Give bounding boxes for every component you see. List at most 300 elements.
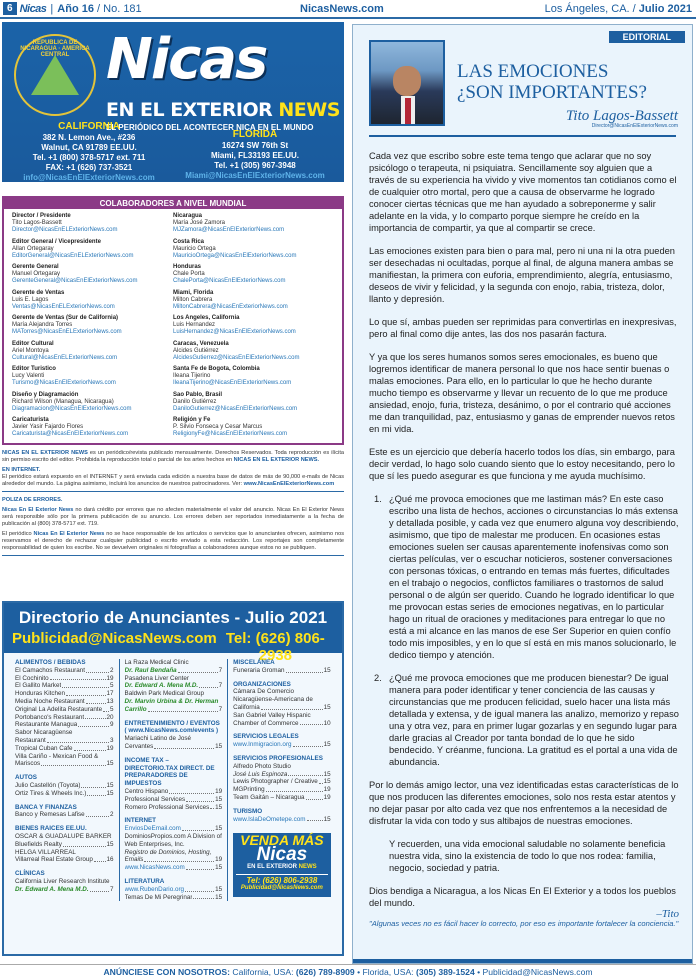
directory-entry[interactable] (15, 667, 114, 675)
collaborator-email[interactable]: Caricaturista@NicasEnElExteriorNews.com (12, 431, 129, 437)
directory-category: LITERATURA (124, 877, 165, 885)
dot-leader (41, 760, 105, 766)
collaborator-entry (12, 264, 173, 285)
collaborator-entry (173, 264, 334, 285)
advertiser-name: Honduras Kitchen (15, 690, 66, 698)
directory-entry[interactable] (15, 714, 114, 722)
list-number: 2. (374, 673, 382, 683)
directory-entry[interactable] (233, 704, 331, 712)
page-ref: 10 (323, 719, 331, 727)
collaborator-email[interactable]: MJZamora@NicasEnElExteriorNews.com (173, 227, 285, 233)
collaborator-role: Costa Rica (173, 238, 205, 245)
address-line: Walnut, CA 91789 EE.UU. (41, 143, 137, 152)
collaborator-email[interactable]: IleanaTijerino@NicasEnElExteriorNews.com (173, 380, 292, 386)
directory-line: Villa Cariño - Mexican Food & (15, 752, 99, 760)
directory-entry[interactable] (15, 886, 114, 894)
page-ref: 19 (323, 793, 331, 801)
editorial-article (352, 24, 693, 964)
directory-entry[interactable] (125, 825, 223, 833)
author-email[interactable]: Director@NicasEnElExteriorNews.com (591, 123, 678, 129)
dot-leader (186, 796, 214, 802)
directory-phone: Tel: (626) 806-2938 (225, 630, 325, 664)
advertiser-name: www.NicasNews.com (124, 864, 185, 872)
title-line-2: ¿SON IMPORTANTES? (457, 82, 647, 103)
legal-notice (2, 450, 344, 561)
title-line-1: LAS EMOCIONES (457, 61, 609, 82)
collaborator-entry (173, 366, 334, 387)
directory-category: INTERNET (124, 817, 157, 825)
divider (353, 959, 692, 963)
paragraph: Las emociones existen para bien o para mal, pero ni una ni la otra pueden ser desechadas ni ocultadas, porque al final, de alguna manera ambas se manifiestan, la primera con euforia, emprendimiento, alegría, entusiasmo, deseos de vivir y felicidad, y la segunda con enojo, rabia, tristeza, dolor, llanto y depresión. (369, 246, 675, 304)
collaborator-name: Alcides Gutiérrez (173, 347, 219, 354)
site-url[interactable]: NicasNews.com (300, 2, 384, 15)
page-ref: 19 (106, 674, 114, 682)
collaborator-entry (12, 213, 173, 234)
collaborator-email[interactable]: Director@NicasEnELExteriorNews.com (12, 227, 118, 233)
advertiser-name: www.IslaDeOmetepe.com (233, 815, 306, 823)
directory-entry[interactable] (15, 811, 114, 819)
directory-line: California Liver Research Institute (15, 877, 110, 885)
advertiser-name: Villarreal Real Estate Group (15, 856, 93, 864)
list-item (374, 672, 679, 768)
page-ref: 5 (110, 682, 114, 690)
advertiser-name: Julio Castellón (Toyota) (15, 781, 81, 789)
collaborator-name: Manuel Ortegaray (12, 271, 61, 277)
collaborator-email[interactable]: MiltonCabrera@NicasEnExteriorNews.com (173, 303, 288, 310)
advertiser-name: El Camachos Restaurant (15, 666, 85, 674)
directory-entry[interactable] (15, 790, 114, 798)
collaborator-entry (12, 341, 173, 362)
page-ref: 7 (110, 885, 114, 893)
directory-entry[interactable] (125, 706, 223, 714)
dot-leader (90, 886, 109, 892)
advertiser-name: El Gallito Market (15, 682, 62, 690)
page-ref: 15 (215, 742, 223, 750)
advertiser-name: Professional Services (124, 795, 186, 803)
directory-column-1 (10, 659, 119, 901)
page-ref: 9 (110, 721, 114, 729)
author-signature: Tito Lagos-Bassett (565, 108, 678, 124)
dot-leader (210, 804, 214, 810)
dot-leader (86, 811, 109, 817)
dot-leader (307, 816, 323, 822)
collaborator-email[interactable]: AlcidesGutierrez@NicasEnElExteriorNews.com (173, 354, 300, 361)
divider (369, 135, 676, 137)
collaborator-role: Miami, Florida (173, 289, 214, 296)
directory-entry[interactable] (233, 667, 331, 675)
advertiser-name: Media Noche Restaurant (15, 697, 85, 705)
advertiser-name: Dr. Edward A. Mena M.D. (124, 682, 199, 690)
directory-category: ORGANIZACIONES (233, 680, 291, 688)
page-ref: 15 (106, 760, 114, 768)
fax: FAX: +1 (626) 737-3521 (45, 163, 133, 172)
promo-email[interactable]: Publicidad@NicasNews.com (240, 884, 323, 891)
page-ref: 16 (106, 856, 114, 864)
dot-leader (50, 675, 106, 681)
paragraph: Dios bendiga a Nicaragua, a los Nicas En El Exterior y a todos los pueblos del mundo. (369, 886, 676, 908)
directory-entry[interactable] (15, 745, 114, 753)
advertiser-name: Bluefields Realty (15, 840, 62, 848)
directory-entry[interactable] (233, 771, 331, 779)
dot-leader (87, 790, 105, 796)
address-line: 16274 SW 76th St (221, 141, 289, 150)
page-ref: 15 (323, 703, 331, 711)
page-ref: 20 (106, 713, 114, 721)
page-ref: 19 (215, 787, 223, 795)
paragraph: Cada vez que escribo sobre este tema tengo que aclarar que no soy psicólogo o terapeuta, ni psiquiatra. Sencillamente soy alguien que a través de su experiencia ha vivido y vive momentos tan cotidianos como el de cualquier otro mortal, pero que a causa de observarme he logrado conocer ciertas técnicas que me han ayudado a sobreponerme y salir adelante en la vida, y lo comparto porque siempre he creído en la importancia de compartir, ya que al compartir se crece. (369, 151, 677, 233)
collaborator-role: Editor Cultural (12, 340, 54, 347)
issue-date: Julio 2021 (638, 2, 692, 15)
directory-entry[interactable] (233, 786, 331, 794)
page-ref: 7 (218, 705, 223, 713)
dot-leader (74, 745, 106, 751)
page-ref: 15 (323, 741, 331, 749)
advertiser-name: Chamber of Commerce (233, 719, 299, 727)
region-label: FLORIDA (232, 129, 278, 140)
collaborator-name: Ariel Montoya (12, 347, 49, 354)
collaborator-email[interactable]: Cultural@NicasEnELExteriorNews.com (12, 354, 118, 361)
advertiser-name: Centro Hispano (124, 787, 169, 795)
publication-name: Nicas En El Exterior News (2, 507, 74, 513)
collaborator-entry (173, 290, 334, 311)
collaborator-name: Allan Ortegaray (12, 245, 54, 252)
directory-column-3-list (233, 659, 331, 823)
list-item (374, 493, 679, 661)
directory-line: Cámara De Comercio (233, 688, 294, 696)
dot-leader (63, 841, 106, 847)
internet-text: El periódico estará expuesto en el INTERNET y será enviada cada edición a nuestra base de datos de más de 90,000 e-mails de Nicas alrededor del mundo. La página asimismo, incluirá los anuncios de nuestros patrocinadores. Ver: (2, 474, 344, 487)
california-address (14, 122, 164, 182)
directory-entry[interactable] (15, 698, 114, 706)
paragraph: Este es un ejercicio que debería hacerlo todos los días, sin embargo, para decir verdad, lo hago solo cuando siento que lo estoy necesitando, pero lo que sí les puedo asegurar es que funciona y me ayuda muchísimo. (369, 447, 675, 481)
collaborator-role: Caricaturista (12, 417, 49, 423)
advertiser-name: Restaurante Managua (15, 721, 78, 729)
collaborator-name: Tito Lagos-Bassett (12, 220, 62, 226)
collaborator-role: Editor Turistico (12, 366, 56, 372)
location: Los Ángeles, CA. / (544, 2, 636, 15)
page-ref: 15 (215, 803, 223, 811)
directory-entry[interactable] (125, 788, 223, 796)
website-link[interactable]: www.NicasEnElExteriorNews.com (243, 481, 335, 487)
directory-entry[interactable] (15, 682, 114, 690)
page-ref: 15 (323, 815, 331, 823)
publication-name: NICAS EN EL EXTERIOR NEWS (2, 450, 88, 456)
directory-entry[interactable] (15, 675, 114, 683)
page-ref: 19 (106, 744, 114, 752)
dot-leader (148, 706, 218, 712)
directory-category: INCOME TAX – DIRECTORIO.TAX DIRECT. DE PREPARADORES DE IMPUESTOS (124, 756, 215, 788)
collaborator-role: Gerente General (12, 264, 59, 270)
directory-line: Baldwin Park Medical Group (124, 690, 204, 698)
directory-entry[interactable] (15, 841, 114, 849)
collaborator-role: Los Angeles, California (173, 315, 240, 321)
dot-leader (186, 864, 214, 870)
internet-heading: EN INTERNET. (2, 467, 41, 473)
collaborator-entry (173, 239, 334, 260)
promo-subtitle (236, 864, 328, 875)
directory-entry[interactable] (15, 721, 114, 729)
directory-entry[interactable] (15, 690, 114, 698)
numbered-list (369, 493, 679, 768)
directory-column-2 (119, 659, 228, 901)
advertiser-name: Original La Adelita Restaurante (15, 705, 103, 713)
collaborator-email[interactable]: ChalePorta@NicasEnElExteriorNews.com (173, 278, 286, 284)
advertiser-directory (2, 601, 344, 956)
page-ref: 15 (215, 864, 223, 872)
dot-leader (199, 682, 217, 688)
directory-line: Alfredo Photo Studio (233, 762, 291, 770)
directory-category: CLÍNICAS (15, 870, 45, 878)
directory-entry[interactable] (15, 737, 114, 745)
directory-line: La Raza Medical Clinic (124, 659, 189, 666)
advertiser-name: Banco y Remesas Lafise (15, 811, 85, 819)
promo-sub-news: NEWS (298, 864, 317, 871)
collaborator-email[interactable]: MATorres@NicasEnELExteriorNews.com (12, 329, 122, 335)
directory-line: Sabor Nicaragüense (15, 729, 73, 737)
advertiser-name: Emails (124, 856, 144, 864)
directory-column-3 (227, 659, 336, 901)
directory-line: Dr. Marvin Urbina & Dr. Herman (124, 697, 219, 705)
directory-entry[interactable] (233, 720, 331, 728)
directory-line: Nicaragüense-Americana de (233, 696, 313, 704)
directory-entry[interactable] (125, 856, 223, 864)
disclaimer-text: El periódico (2, 531, 34, 537)
mini-logo: Nicas (19, 2, 47, 15)
article-body (369, 150, 679, 930)
directory-entry[interactable] (233, 794, 331, 802)
collaborator-name: Milton Cabrera (173, 296, 213, 303)
paragraph: Y ya que los seres humanos somos seres emocionales, es bueno que logremos identificar de manera personal lo que nos hace sentir buenas o malas emociones. Para ello, en lo particular lo que he hecho durante mucho tiempo es observarme y llevar un recuento de lo que me produce ansiedad, enojo, furia, tristeza, desánimo, o por el contrario qué acciones me dan tranquilidad, paz, entusiasmo y ganas de emprender nuevos retos en mi vida. (369, 352, 675, 434)
editorial-badge: EDITORIAL (609, 31, 685, 43)
directory-entry[interactable] (233, 778, 331, 786)
collaborator-email[interactable]: DaniloGutierrez@NicasEnElExteriorNews.com (173, 405, 298, 412)
collaborator-entry (12, 290, 173, 311)
directory-entry[interactable] (233, 816, 331, 824)
collaborator-email[interactable]: Diagramacion@NicasEnElExteriorNews.com (12, 405, 132, 412)
advertiser-name: José Luis Espinoza (233, 770, 288, 778)
california-phone: (626) 789-8909 (295, 967, 355, 977)
advertiser-name: Dr. Raul Bendaña (124, 666, 177, 674)
dot-leader (185, 886, 214, 892)
collaborator-email[interactable]: GerenteGeneral@NicasEnElExteriorNews.com (12, 278, 138, 284)
advertiser-name: Lewis Photographer / Creative (233, 778, 318, 786)
publication-name: NICAS EN EL EXTERIOR NEWS. (233, 457, 320, 463)
notice-text: es un periódico/revista publicado mensualmente. Derechos Reservados. Toda reproducción es ilícita sin permiso escrito del editor. Prohibida la reproducción total o parcial de los artes hechos en (2, 450, 344, 463)
directory-entry[interactable] (125, 743, 223, 751)
directory-entry[interactable] (15, 782, 114, 790)
dot-leader (288, 771, 322, 777)
directory-entry[interactable] (233, 741, 331, 749)
advertise-promo[interactable] (233, 833, 331, 896)
directory-category: ( www.NicasNews.com/events ) (124, 727, 219, 735)
directory-entry[interactable] (15, 856, 114, 864)
collaborator-email[interactable]: EditorGeneral@NicasEnELExteriorNews.com (12, 252, 134, 259)
directory-entry[interactable] (125, 667, 223, 675)
collaborator-role: Religión y Fe (173, 417, 211, 423)
collaborators-left (12, 213, 173, 443)
directory-entry[interactable] (125, 796, 223, 804)
collaborators-heading: COLABORADORES A NIVEL MUNDIAL (4, 198, 342, 209)
list-text: ¿Qué me provoca emociones que me lastiman más? En este caso escribo una lista de hechos, acciones o circunstancias lo más extensa y detallada posible, y cada vez que enumero alguna voy describiendo, asimismo, que tipo de malestar me producen. En ocasiones estas emociones suelen ser causas aparentemente inofensivas como son ciertas películas, ver o escuchar noticieros, sostener conversaciones con personas tóxicas, o entrando en temas más fuertes, dificultades en el trabajo o negocios, conflictos familiares o trastornos de salud personal o de algún ser querido. Cuando he logrado identificar lo que me provocan estas series de emociones negativas, en lo particular hago un ritual de oraciones y meditaciones para entregar lo que no está a mi alcance en las manos de ese Ser Superior en quien confío todo mis imposibles, y en lo que sí está en mis manos solucionarlo, le dedico tiempo y atención. (389, 494, 679, 660)
address-line: 382 N. Lemon Ave., #236 (42, 133, 136, 142)
page-ref: 7 (218, 682, 223, 690)
issue-number: No. 181 (103, 2, 142, 15)
advertiser-name: www.RubenDario.org (124, 885, 185, 893)
collaborator-email[interactable]: Ventas@NicasEnELExteriorNews.com (12, 303, 115, 310)
advertiser-name: MGPrinting (233, 786, 265, 794)
page-ref: 15 (323, 778, 331, 786)
page-number: 6 (3, 2, 17, 15)
seal-triangle-icon (31, 55, 79, 95)
directory-entry[interactable] (125, 864, 223, 872)
dot-leader (169, 788, 214, 794)
collaborator-entry (173, 392, 334, 413)
page-ref: 13 (106, 697, 114, 705)
disclaimer-text: no se hace responsable de los artículos o servicios que lo anunciantes ofrecen, asimismo nos reservamos el derecho de rechazar cualquier publicidad o escrito enviado a esta redacción. Los reportajes son completamente responsabilidad de quien los escribe. No se devuelven originales ni fotografías a colaboradores aunque estos no se publiquen. (2, 531, 344, 551)
collaborator-entry (12, 315, 173, 336)
collaborator-role: Gerente de Ventas (12, 289, 65, 296)
promo-phone: Tel: (626) 806-2938 (246, 875, 318, 885)
page-ref: 5 (110, 705, 114, 713)
address-line: Miami, FL33193 EE.UU. (210, 151, 300, 160)
divider (2, 491, 344, 492)
advertiser-name: Funeraria Groman (233, 666, 285, 674)
advertiser-name: Tropical Cuban Cafe (15, 744, 73, 752)
collaborator-name: María José Zamora (173, 220, 226, 226)
directory-category: SERVICIOS PROFESIONALES (233, 754, 323, 762)
directory-entry[interactable] (15, 706, 114, 714)
email-link[interactable]: Miami@NicasEnElExteriorNews.com (185, 171, 325, 180)
collaborator-entry (12, 366, 173, 387)
collaborator-role: Caracas, Venezuela (173, 340, 229, 347)
directory-category: SERVICIOS LEGALES (233, 733, 299, 741)
advertiser-name: Team Gaitán – Nicaragua (233, 793, 305, 801)
collaborator-entry (12, 239, 173, 260)
footer-text: California, USA: (229, 967, 296, 977)
page-ref: 15 (106, 789, 114, 797)
directory-entry[interactable] (125, 894, 223, 902)
collaborator-role: Sao Pablo, Brasil (173, 391, 223, 398)
advertiser-name: Cervantes (124, 742, 154, 750)
page-ref: 19 (215, 856, 223, 864)
page-footer (0, 964, 696, 977)
advertiser-name: Temas De Mi Peregrinar (124, 893, 193, 901)
dot-leader (154, 743, 214, 749)
dot-leader (62, 682, 109, 688)
directory-line: Registro de Dominios, Hosting, (124, 848, 212, 856)
advertiser-name: Carrillo (124, 705, 147, 713)
page-ref: 17 (106, 690, 114, 698)
dot-leader (81, 782, 105, 788)
collaborator-role: Director / Presidente (12, 213, 71, 219)
paragraph: Por lo demás amigo lector, una vez identificadas estas características de lo que nos producen las diferentes emociones, solo nos resta estar atentos y no dejar pasar por alto cada vez que nos enfrentemos a la necesidad de disfrutar la vida con todo y sus altibajos de nuestras emociones. (369, 780, 679, 826)
collaborator-name: Danilo Gutiérrez (173, 398, 217, 405)
page-ref: 15 (323, 666, 331, 674)
collaborator-entry (173, 417, 334, 438)
signoff: –Tito (656, 908, 679, 920)
collaborator-role: Honduras (173, 264, 202, 270)
collaborators-right (173, 213, 334, 443)
brand-logo: Nicas (106, 27, 267, 92)
errors-text: no dará crédito por errores que no afecten materialmente el valor del anuncio. Nicas En El Exterior News será responsible sólo por la primera publicación de su anuncio. Los errores deben ser reportados inmediatamente a la fecha de publicación al (800) 378-5717 ext. 719. (2, 507, 344, 527)
tagline: EL PERIÓDICO DEL ACONTECER NICA EN EL MUNDO (106, 123, 314, 132)
directory-entry[interactable] (125, 682, 223, 690)
directory-entry[interactable] (15, 760, 114, 768)
directory-line: OSCAR & GUADALUPE BARKER (15, 832, 112, 840)
advertiser-name: California (233, 703, 260, 711)
directory-line: DominiosPropios.com A Division of Web Enterprises, Inc. (124, 832, 222, 848)
collaborator-name: María Alejandra Torres (12, 322, 73, 328)
footer-text: • Florida, USA: (354, 967, 416, 977)
promo-brand: Nicas (256, 844, 308, 866)
collaborator-name: Mauricio Ortega (173, 245, 216, 252)
footer-email[interactable]: Publicidad@NicasNews.com (482, 967, 593, 977)
collaborator-name: Luis E. Lagos (12, 296, 49, 303)
directory-category: AUTOS (15, 774, 37, 782)
dot-leader (85, 714, 105, 720)
list-text: ¿Qué me provoca emociones que me producen bienestar? De igual manera para poder identificar y tener conciencia de las causas y circunstancias que me producen felicidad, suelo hacer una lista más detallada y extensa, y de igual manera las analizo, memorizo y repaso una y otra vez, para en primer lugar gozarlas y en segundo lugar para darle gracias al Creador por tanta bondad de lo que he sido bendecido. Y créanme, funciona. La gratitud es el portal a una vida de abundancia. (389, 673, 679, 767)
collaborator-name: Chale Porta (173, 271, 205, 277)
region-label: CALIFORNIA (58, 121, 120, 132)
directory-entry[interactable] (125, 804, 223, 812)
tie-shape (405, 98, 411, 124)
page-ref: 7 (218, 666, 223, 674)
dot-leader (261, 704, 323, 710)
directory-entry[interactable] (125, 886, 223, 894)
list-number: 1. (374, 494, 382, 504)
directory-line: Pasadena Liver Center (124, 674, 189, 682)
advertiser-name: Romero Professional Services (124, 803, 210, 811)
directory-category: ALIMENTOS / BEBIDAS (15, 659, 86, 666)
dot-leader (78, 721, 109, 727)
issue-info: Año 16 / No. 181 (57, 2, 142, 15)
collaborator-email[interactable]: Turismo@NicasEnElExteriorNews.com (12, 380, 116, 386)
promo-sub-white: EN EL EXTERIOR (247, 864, 297, 871)
directory-category: BANCA Y FINANZAS (15, 803, 77, 811)
page-ref: 15 (215, 885, 223, 893)
directory-line: San Gabriel Valley Hispanic (233, 711, 311, 719)
directory-email[interactable]: Publicidad@NicasNews.com (12, 630, 217, 647)
collaborator-email[interactable]: MauricioOrtega@NicasEnElExteriorNews.com (173, 252, 297, 259)
collaborator-entry (173, 213, 334, 234)
page-ref: 15 (215, 795, 223, 803)
dot-leader (66, 690, 105, 696)
advertiser-name: www.Inmigracion.org (233, 741, 292, 749)
dot-leader (193, 894, 214, 900)
collaborator-role: Editor General / Vicepresidente (12, 238, 101, 245)
directory-title: Directorio de Anunciantes - Julio 2021 (18, 608, 328, 627)
page-ref: 15 (106, 840, 114, 848)
paragraph: Y recuerden, una vida emocional saludable no solamente beneficia nuestra vida, sino la existencia de todo lo que nos rodea: familia, negocio, sociedad y patria. (389, 839, 666, 873)
page-ref: 2 (110, 811, 114, 819)
article-title (457, 61, 647, 103)
collaborator-email[interactable]: LuisHernandez@NicasEnElExteriorNews.com (173, 329, 296, 335)
dot-leader (306, 794, 323, 800)
divider (2, 555, 344, 556)
collaborator-email[interactable]: ReligionyFe@NicasEnElExteriorNews.com (173, 431, 288, 437)
dot-leader (103, 706, 109, 712)
phone: Tel. +1 (305) 967-3948 (214, 161, 296, 170)
page-ref: 2 (110, 666, 114, 674)
advertiser-name: Dr. Edward A. Mena M.D. (15, 885, 89, 893)
email-link[interactable]: info@NicasEnElExteriorNews.com (23, 173, 155, 182)
dot-leader (293, 741, 323, 747)
author-photo (369, 40, 445, 126)
collaborator-entry (173, 341, 334, 362)
collaborator-name: Ileana Tijerino (173, 373, 211, 379)
promo-headline: VENDA MÁS (240, 832, 324, 849)
subtitle-news: NEWS (278, 99, 340, 121)
